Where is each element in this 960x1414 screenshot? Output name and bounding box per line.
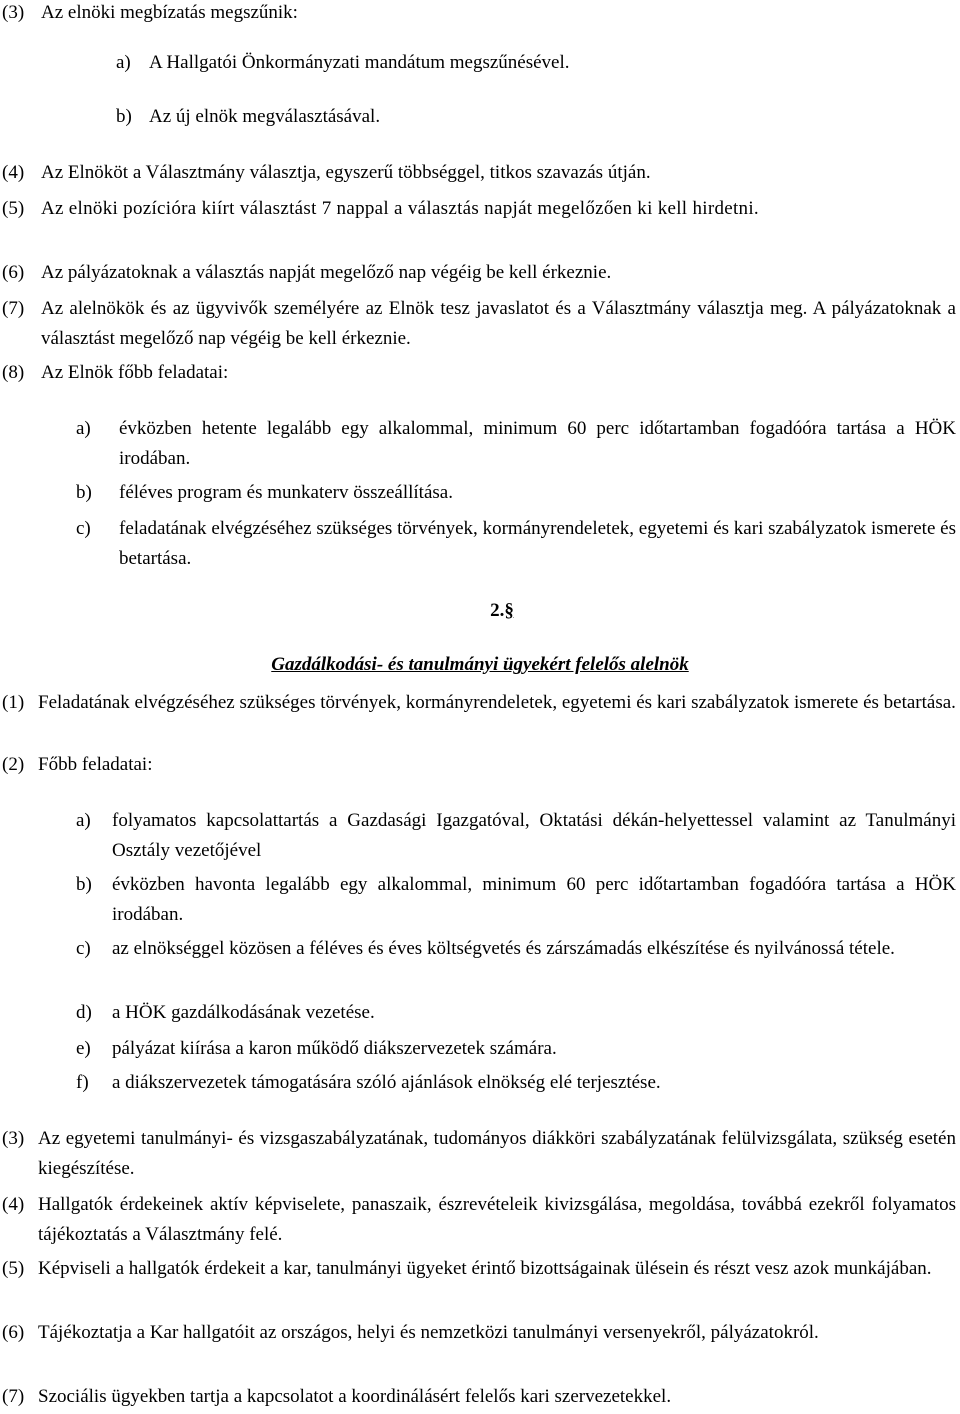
- list-item-letter: b): [76, 482, 92, 503]
- section-title-text: Gazdálkodási- és tanulmányi ügyekért felelős alelnök: [271, 654, 689, 675]
- section-paragraph-4: [2, 1190, 956, 1250]
- paragraph-text: Az elnöki pozícióra kiírt választást 7 nappal a választás napját megelőzően ki kell hirdetni.: [41, 198, 759, 219]
- paragraph-number: (1): [2, 692, 25, 713]
- section-number: [0, 596, 960, 626]
- list-item: [76, 478, 956, 508]
- list-item-text: féléves program és munkaterv összeállítása.: [119, 482, 453, 503]
- section-paragraph-1: [2, 688, 956, 718]
- paragraph-text: Feladatának elvégzéséhez szükséges törvények, kormányrendeletek, egyetemi és kari szabályzatok ismerete és betartása.: [38, 692, 956, 713]
- list-item: [76, 934, 956, 964]
- paragraph-text: Az alelnökök és az ügyvivők személyére az Elnök tesz javaslatot és a Választmány választja meg. A pályázatoknak a választást megelőző nap végéig be kell érkeznie.: [41, 298, 956, 349]
- list-item-letter: e): [76, 1038, 91, 1059]
- paragraph-number: (5): [2, 198, 25, 219]
- paragraph-4: [2, 158, 956, 188]
- list-item: [76, 1068, 956, 1098]
- list-item-letter: a): [76, 418, 91, 439]
- section-paragraph-6: [2, 1318, 956, 1348]
- paragraph-text: Az egyetemi tanulmányi- és vizsgaszabályzatának, tudományos diákköri szabályzatának felülvizsgálata, szükség esetén kiegészítése.: [38, 1128, 956, 1179]
- list-item: [76, 870, 956, 930]
- paragraph-number: (3): [2, 2, 25, 23]
- paragraph-number: (7): [2, 1386, 25, 1407]
- list-item: [76, 514, 956, 574]
- paragraph-number: (5): [2, 1258, 25, 1279]
- paragraph-5: [2, 194, 956, 224]
- list-item: [116, 48, 956, 78]
- list-item-text: évközben hetente legalább egy alkalommal, minimum 60 perc időtartamban fogadóóra tartása a HÖK irodában.: [119, 418, 956, 469]
- paragraph-number: (2): [2, 754, 25, 775]
- paragraph-text: Az elnöki megbízatás megszűnik:: [41, 2, 298, 23]
- list-item-letter: a): [76, 810, 91, 831]
- paragraph-text: Főbb feladatai:: [38, 754, 153, 775]
- paragraph-number: (6): [2, 262, 25, 283]
- list-item-letter: d): [76, 1002, 92, 1023]
- list-item-letter: c): [76, 938, 91, 959]
- list-item-text: a diákszervezetek támogatására szóló ajánlások elnökség elé terjesztése.: [112, 1072, 661, 1093]
- section-symbol: §: [504, 600, 514, 621]
- list-item-text: az elnökséggel közösen a féléves és éves költségvetés és zárszámadás elkészítése és nyilvánossá tétele.: [112, 938, 895, 959]
- list-item-letter: b): [116, 106, 132, 127]
- section-paragraph-7: [2, 1382, 956, 1412]
- section-paragraph-2: [2, 750, 956, 780]
- paragraph-number: (3): [2, 1128, 25, 1149]
- list-item-text: a HÖK gazdálkodásának vezetése.: [112, 1002, 375, 1023]
- list-item: [76, 806, 956, 866]
- list-item: [116, 102, 956, 132]
- paragraph-number: (7): [2, 298, 25, 319]
- section-paragraph-5: [2, 1254, 956, 1284]
- paragraph-text: Az pályázatoknak a választás napját megelőző nap végéig be kell érkeznie.: [41, 262, 612, 283]
- paragraph-number: (8): [2, 362, 25, 383]
- paragraph-6: [2, 258, 956, 288]
- list-item-text: A Hallgatói Önkormányzati mandátum megszűnésével.: [149, 52, 570, 73]
- paragraph-text: Tájékoztatja a Kar hallgatóit az országos, helyi és nemzetközi tanulmányi versenyekről, pályázatokról.: [38, 1322, 819, 1343]
- list-item-letter: f): [76, 1072, 89, 1093]
- list-item-text: évközben havonta legalább egy alkalommal, minimum 60 perc időtartamban fogadóóra tartása a HÖK irodában.: [112, 874, 956, 925]
- list-item-text: feladatának elvégzéséhez szükséges törvények, kormányrendeletek, egyetemi és kari szabályzatok ismerete és betartása.: [119, 518, 956, 569]
- paragraph-3: [2, 0, 956, 28]
- paragraph-text: Szociális ügyekben tartja a kapcsolatot a koordinálásért felelős kari szervezetekkel.: [38, 1386, 672, 1407]
- section-title: [0, 650, 960, 680]
- list-item: [76, 414, 956, 474]
- paragraph-number: (4): [2, 162, 25, 183]
- paragraph-text: Képviseli a hallgatók érdekeit a kar, tanulmányi ügyeket érintő bizottságainak ülésein és részt vesz azok munkájában.: [38, 1258, 932, 1279]
- section-number-text: 2.: [490, 600, 505, 621]
- list-item-text: Az új elnök megválasztásával.: [149, 106, 381, 127]
- paragraph-text: Hallgatók érdekeinek aktív képviselete, panaszaik, észrevételeik kivizsgálása, megoldása, továbbá ezekről folyamatos tájékoztatás a Választmány felé.: [38, 1194, 956, 1245]
- paragraph-text: Az Elnök főbb feladatai:: [41, 362, 229, 383]
- list-item-text: folyamatos kapcsolattartás a Gazdasági Igazgatóval, Oktatási dékán-helyettessel valamint az Tanulmányi Osztály vezetőjével: [112, 810, 956, 861]
- list-item: [76, 998, 956, 1028]
- section-paragraph-3: [2, 1124, 956, 1184]
- paragraph-number: (4): [2, 1194, 25, 1215]
- list-item: [76, 1034, 956, 1064]
- paragraph-7: [2, 294, 956, 354]
- list-item-letter: a): [116, 52, 131, 73]
- list-item-text: pályázat kiírása a karon működő diákszervezetek számára.: [112, 1038, 557, 1059]
- paragraph-8: [2, 358, 956, 388]
- paragraph-number: (6): [2, 1322, 25, 1343]
- list-item-letter: b): [76, 874, 92, 895]
- paragraph-text: Az Elnököt a Választmány választja, egyszerű többséggel, titkos szavazás útján.: [41, 162, 651, 183]
- list-item-letter: c): [76, 518, 91, 539]
